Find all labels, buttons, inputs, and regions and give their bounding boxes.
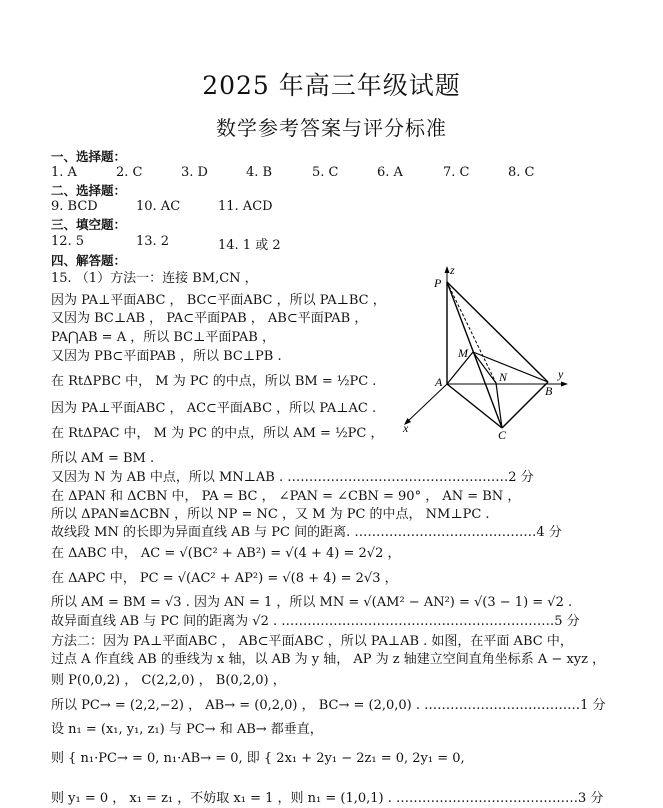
label-B: B bbox=[545, 384, 553, 398]
solution-line: 在 ΔAPC 中， PC = √(AC² + AP²) = √(8 + 4) = 2√3 ， bbox=[51, 571, 398, 586]
solution-line: 过点 A 作直线 AB 的垂线为 x 轴，以 AB 为 y 轴， AP 为 z 轴建立空间直角坐标系 A − xyz ， bbox=[51, 652, 606, 667]
answer-item: 2. C bbox=[116, 165, 143, 180]
solution-line: PA⋂AB = A ，所以 BC⊥平面PAB ， bbox=[51, 330, 275, 345]
edge-PN-dashed bbox=[447, 282, 496, 383]
x-axis bbox=[406, 384, 447, 423]
answer-item: 5. C bbox=[312, 165, 339, 180]
answer-item: 6. A bbox=[377, 165, 403, 180]
label-C: C bbox=[498, 428, 507, 442]
page-title: 2025 年高三年级试题 bbox=[202, 71, 461, 100]
solution-line: 方法二：因为 PA⊥平面ABC ， AB⊂平面ABC ，所以 PA⊥AB . 如图，在平面 ABC 中， bbox=[51, 634, 573, 649]
solution-line: 又因为 BC⊥AB ， PA⊂平面PAB ， AB⊂平面PAB ， bbox=[51, 311, 368, 326]
answer-item: 3. D bbox=[181, 165, 208, 180]
answer-item: 10. AC bbox=[136, 199, 181, 214]
label-N: N bbox=[499, 370, 508, 384]
solution-line: 又因为 PB⊂平面PAB ，所以 BC⊥PB . bbox=[51, 349, 282, 364]
label-z: z bbox=[450, 263, 455, 277]
label-x: x bbox=[403, 421, 409, 435]
answer-item: 13. 2 bbox=[136, 234, 170, 249]
label-P: P bbox=[434, 276, 442, 290]
solution-line: 故异面直线 AB 与 PC 间的距离为 √2 . ………………………………………………………5 分 bbox=[51, 614, 580, 629]
solution-line: 在 ΔPAN 和 ΔCBN 中， PA = BC ， ∠PAN = ∠CBN = 90° ， AN = BN ， bbox=[51, 489, 521, 504]
geometry-figure bbox=[395, 262, 585, 442]
label-A: A bbox=[435, 375, 443, 389]
edge-BC bbox=[502, 382, 548, 428]
answer-item: 14. 1 或 2 bbox=[218, 238, 281, 253]
solution-line: 因为 PA⊥平面ABC ， BC⊂平面ABC ，所以 PA⊥BC ， bbox=[51, 293, 386, 308]
answer-item: 7. C bbox=[443, 165, 470, 180]
solution-line: 所以 ΔPAN≌ΔCBN ，所以 NP = NC ，又 M 为 PC 的中点， NM⊥PC . bbox=[51, 507, 490, 522]
solution-line: 则 P(0,0,2) ， C(2,2,0) ， B(0,2,0) ， bbox=[51, 673, 286, 688]
solution-line: 所以 AM = BM . bbox=[51, 451, 155, 466]
solution-line: 因为 PA⊥平面ABC ， AC⊂平面ABC ，所以 PA⊥AC . bbox=[51, 401, 377, 416]
page-subtitle: 数学参考答案与评分标准 bbox=[216, 116, 447, 140]
solution-line: 所以 PC→ = (2,2,−2) ， AB→ = (0,2,0) ， BC→ = (2,0,0) . ………………………………1 分 bbox=[51, 698, 606, 713]
solution-line: 在 RtΔPBC 中， M 为 PC 的中点，所以 BM = ½PC . bbox=[51, 374, 377, 389]
solution-line: 则 y₁ = 0 ， x₁ = z₁ ，不妨取 x₁ = 1 ，则 n₁ = (1,0,1) . ……………………………………3 分 bbox=[51, 791, 604, 806]
solution-line: 则 { n₁·PC→ = 0, n₁·AB→ = 0, 即 { 2x₁ + 2y₁ − 2z₁ = 0, 2y₁ = 0, bbox=[51, 751, 465, 766]
answer-item: 4. B bbox=[246, 165, 273, 180]
z-arrow bbox=[445, 266, 450, 273]
solution-line: 又因为 N 为 AB 中点，所以 MN⊥AB . ……………………………………………2 分 bbox=[51, 470, 534, 485]
answer-item: 11. ACD bbox=[218, 199, 273, 214]
edge-PB bbox=[447, 282, 548, 382]
y-arrow bbox=[561, 382, 568, 387]
solution-line: 故线段 MN 的长即为异面直线 AB 与 PC 间的距离. ……………………………………4 分 bbox=[51, 525, 562, 540]
solution-line: 设 n₁ = (x₁, y₁, z₁) 与 PC→ 和 AB→ 都垂直， bbox=[51, 722, 323, 737]
label-y: y bbox=[558, 367, 564, 381]
solution-line: 15. （1）方法一：连接 BM,CN ， bbox=[51, 271, 258, 286]
answer-item: 12. 5 bbox=[51, 234, 85, 249]
section-heading-2: 二、选择题： bbox=[51, 183, 127, 198]
solution-line: 在 ΔABC 中， AC = √(BC² + AB²) = √(4 + 4) = 2√2 ， bbox=[51, 546, 401, 561]
solution-line: 在 RtΔPAC 中， M 为 PC 的中点，所以 AM = ½PC ， bbox=[51, 426, 384, 441]
section-heading-3: 三、填空题： bbox=[51, 217, 127, 232]
section-heading-1: 一、选择题： bbox=[51, 149, 127, 164]
answer-item: 1. A bbox=[51, 165, 77, 180]
answer-item: 8. C bbox=[508, 165, 535, 180]
answer-item: 9. BCD bbox=[51, 199, 98, 214]
label-M: M bbox=[458, 346, 468, 360]
section-heading-4: 四、解答题： bbox=[51, 253, 127, 268]
solution-line: 所以 AM = BM = √3 . 因为 AN = 1 ，所以 MN = √(AM² − AN²) = √(3 − 1) = √2 . bbox=[51, 595, 573, 610]
